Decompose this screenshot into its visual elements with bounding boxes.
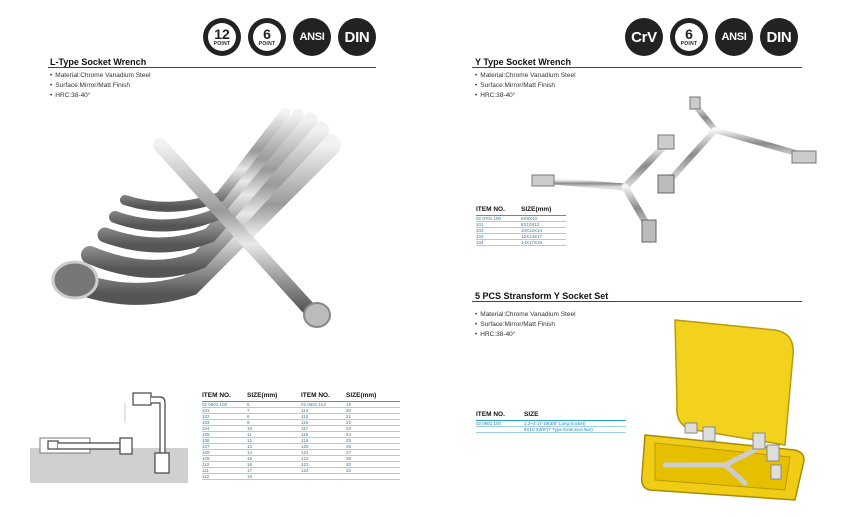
table-cell: 13 — [247, 444, 253, 449]
table-cell: 12X14X17 — [521, 234, 543, 239]
bullet-surface: • Surface:Mirror/Matt Finish — [50, 81, 151, 91]
din-badge-right: DIN — [760, 18, 798, 56]
l-type-title: L-Type Socket Wrench — [50, 57, 147, 67]
table-cell: 109 — [202, 456, 210, 461]
l-wrench-diagram — [30, 383, 188, 483]
table-row — [476, 427, 626, 433]
bullet-hrc: • HRC:38-40° — [50, 91, 151, 101]
ansi-badge: ANSI — [293, 18, 331, 56]
socket-set-title: 5 PCS Stransform Y Socket Set — [475, 291, 609, 301]
table-cell: 28 — [346, 456, 352, 461]
table-cell: 11 — [247, 432, 252, 437]
bullet-hrc: • HRC:38-40° — [475, 330, 576, 340]
socket-set-case-photo — [635, 315, 810, 505]
table-cell: 102 — [476, 228, 484, 233]
table-cell: 120 — [301, 444, 309, 449]
table-cell: 116 — [301, 420, 309, 425]
table-cell: 119 — [301, 438, 309, 443]
l-type-rule — [48, 67, 376, 68]
table-cell: 121 — [301, 450, 309, 455]
table-cell: 112 — [202, 474, 210, 479]
l-type-spec-table — [202, 392, 400, 480]
table-cell: 110 — [202, 462, 210, 467]
table-cell: 30 — [346, 462, 352, 467]
table-cell: 118 — [301, 432, 309, 437]
table-cell: 10X12X14 — [521, 228, 543, 233]
table-cell: 104 — [202, 426, 210, 431]
bullet-material: • Material:Chrome Vanadium Steel — [475, 310, 576, 320]
table-cell — [346, 474, 400, 479]
din-badge: DIN — [338, 18, 376, 56]
table-cell: 22 — [346, 420, 352, 425]
6-point-badge-right: 6 POINT — [670, 18, 708, 56]
bullet-material: • Material:Chrome Vanadium Steel — [50, 71, 151, 81]
table-cell: 02 0601 100 — [202, 402, 228, 407]
socket-set-bullets — [475, 310, 576, 340]
table-cell: 8X10X12 — [521, 222, 540, 227]
table-cell: 27 — [346, 450, 352, 455]
table-cell: 107 — [202, 444, 210, 449]
table-cell: 25 — [346, 438, 352, 443]
table-cell: 26 — [346, 444, 352, 449]
table-cell: 12 — [247, 438, 253, 443]
table-cell: 123 — [301, 462, 309, 467]
y-type-spec-table — [476, 206, 566, 246]
table-cell: 18 — [247, 474, 253, 479]
table-cell: 23 — [346, 426, 352, 431]
table-cell: 14 — [247, 450, 253, 455]
table-cell: 20 — [346, 408, 352, 413]
table-cell: 02 0601 113 — [301, 402, 326, 407]
table-cell — [476, 427, 524, 432]
table-cell: 117 — [301, 426, 309, 431]
table-cell: 6 — [247, 402, 250, 407]
table-cell: 32 — [346, 468, 352, 473]
ansi-badge-right: ANSI — [715, 18, 753, 56]
table-row — [476, 240, 566, 246]
12-point-badge: 12 POINT — [203, 18, 241, 56]
table-cell: 7 — [247, 408, 250, 413]
table-cell: 24 — [346, 432, 352, 437]
table-cell: 101 — [476, 222, 484, 227]
6-point-badge: 6 POINT — [248, 18, 286, 56]
socket-set-spec-table — [476, 411, 626, 433]
table-cell: 114 — [301, 408, 309, 413]
table-cell: 15 — [247, 456, 253, 461]
table-cell: 8X9X10 — [521, 216, 538, 221]
l-type-bullets — [50, 71, 151, 101]
table-cell: 21 — [346, 414, 352, 419]
table-header: ITEM NO. SIZE — [476, 411, 626, 421]
table-cell — [301, 474, 346, 479]
socket-set-rule — [472, 301, 802, 302]
table-cell: 105 — [202, 432, 210, 437]
table-cell: 8 — [247, 414, 250, 419]
table-row — [202, 474, 400, 480]
table-cell: 1:2+4-17-19(3/8" Long Socket) — [524, 421, 586, 426]
table-cell: 108 — [202, 450, 210, 455]
table-cell: 101 — [202, 408, 210, 413]
bullet-hrc: • HRC:38-40° — [475, 91, 576, 101]
table-cell: 10 — [247, 426, 253, 431]
table-cell: 02 0601 100 — [476, 421, 502, 426]
table-cell: 122 — [301, 456, 309, 461]
table-cell: 106 — [202, 438, 210, 443]
table-cell: 111 — [202, 468, 209, 473]
table-cell: 104 — [476, 240, 484, 245]
y-type-rule — [472, 67, 802, 68]
table-header: ITEM NO. SIZE(mm) — [476, 206, 566, 216]
table-cell: 16 — [247, 462, 253, 467]
table-cell: 17 — [247, 468, 253, 473]
table-cell: 9 — [247, 420, 250, 425]
l-wrench-photo — [30, 105, 390, 345]
table-cell: 124 — [301, 468, 309, 473]
y-type-title: Y Type Socket Wrench — [475, 57, 572, 67]
y-wrench-photo — [530, 95, 830, 255]
bullet-surface: • Surface:Mirror/Matt Finish — [475, 81, 576, 91]
table-cell: 19 — [346, 402, 352, 407]
table-cell: 8X10 X3/8"(Y Type Extension Bar) — [524, 427, 593, 432]
table-cell: 102 — [202, 414, 210, 419]
table-cell: 115 — [301, 414, 309, 419]
table-header: ITEM NO. SIZE(mm) ITEM NO. SIZE(mm) — [202, 392, 400, 402]
table-cell: 14X17X19 — [521, 240, 543, 245]
table-cell: 103 — [476, 234, 484, 239]
crv-badge: CrV — [625, 18, 663, 56]
bullet-material: • Material:Chrome Vanadium Steel — [475, 71, 576, 81]
table-cell: 103 — [202, 420, 210, 425]
bullet-surface: • Surface:Mirror/Matt Finish — [475, 320, 576, 330]
table-cell: 02 0701 100 — [476, 216, 502, 221]
